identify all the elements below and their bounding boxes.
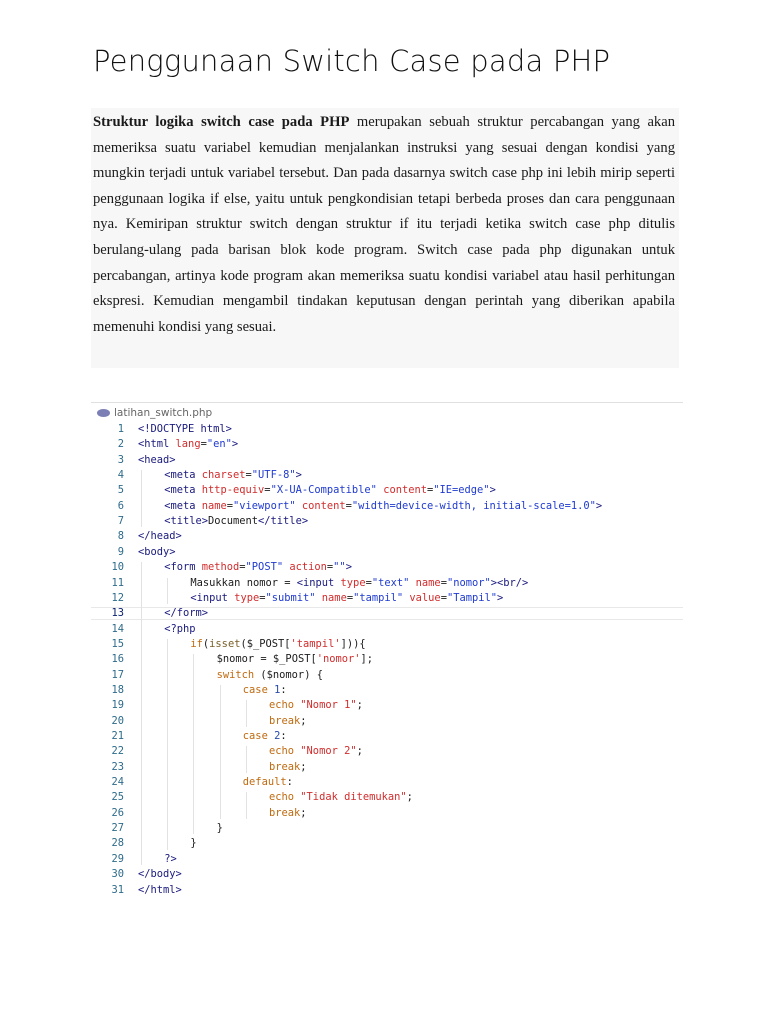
code-text (243, 729, 287, 744)
code-line[interactable] (91, 591, 683, 606)
code-text (190, 637, 365, 652)
code-token: type (340, 576, 366, 589)
indent-guide (167, 639, 168, 850)
line-number: 30 (111, 868, 124, 881)
code-token: $nomor (266, 668, 305, 681)
code-token: name (415, 576, 441, 589)
code-token: </title> (258, 515, 309, 528)
code-token: "" (333, 561, 346, 574)
code-line[interactable] (91, 852, 683, 867)
indent-guide (246, 746, 247, 773)
code-text (269, 790, 413, 805)
code-token: = (440, 591, 447, 604)
code-token: 'nomor' (316, 653, 361, 666)
code-line[interactable] (91, 560, 683, 575)
paragraph-bold-lead: Struktur logika switch case pada PHP (93, 114, 350, 130)
code-token: $_POST (272, 653, 311, 666)
indent-guide (141, 562, 142, 865)
code-token: [ (310, 653, 317, 666)
code-line[interactable] (91, 483, 683, 498)
code-text (138, 437, 238, 452)
code-token: "X-UA-Compatible" (270, 484, 377, 497)
code-text (243, 775, 293, 790)
code-text (243, 683, 287, 698)
code-text (269, 698, 363, 713)
code-token: http-equiv (201, 484, 265, 497)
code-token: switch (216, 668, 255, 681)
code-token: </head> (138, 530, 182, 543)
code-token: charset (201, 469, 246, 482)
page-title: Penggunaan Switch Case pada PHP (93, 44, 611, 78)
line-number: 2 (117, 438, 124, 451)
code-line[interactable] (91, 867, 683, 882)
code-token: break (269, 714, 301, 727)
code-editor-screenshot (91, 402, 683, 906)
code-token: > (595, 499, 603, 512)
code-token: "viewport" (233, 499, 296, 512)
line-number: 12 (111, 591, 124, 604)
code-token: } (190, 837, 197, 850)
code-token: ( (240, 637, 247, 650)
line-number: 19 (111, 699, 124, 712)
line-number: 4 (117, 469, 124, 482)
code-token: "tampil" (353, 591, 404, 604)
code-text (138, 453, 176, 468)
code-line[interactable] (91, 729, 683, 744)
code-token: echo (269, 791, 295, 804)
code-token: name (201, 499, 227, 512)
code-token: </form> (164, 607, 208, 620)
code-line[interactable] (91, 836, 683, 851)
code-token: "Nomor 2" (300, 745, 357, 758)
line-number: 10 (111, 561, 124, 574)
line-number: 14 (111, 622, 124, 635)
code-token: "POST" (245, 561, 284, 574)
line-number: 26 (111, 806, 124, 819)
line-number: 3 (117, 453, 124, 466)
code-line[interactable] (91, 821, 683, 836)
code-text (269, 714, 307, 729)
code-line[interactable] (91, 806, 683, 821)
code-token: content (383, 484, 427, 497)
code-token: ; (356, 745, 363, 758)
line-number: 11 (111, 576, 124, 589)
code-token: Masukkan nomor = (190, 576, 297, 589)
code-token: "Tidak ditemukan" (300, 791, 407, 804)
line-number: 17 (111, 668, 124, 681)
line-number: 31 (111, 883, 124, 896)
code-token: lang (175, 438, 201, 451)
code-line[interactable] (91, 514, 683, 529)
line-number: 16 (111, 653, 124, 666)
code-token: > (295, 469, 302, 482)
line-number: 29 (111, 852, 124, 865)
code-token: if (190, 637, 203, 650)
code-text (138, 422, 232, 437)
code-text (164, 852, 177, 867)
code-line[interactable] (91, 606, 683, 621)
code-token: isset (209, 637, 241, 650)
code-token: ( (254, 668, 267, 681)
code-token: ]; (360, 653, 374, 666)
code-token: = (259, 591, 266, 604)
line-number: 1 (117, 423, 124, 435)
code-token: value (409, 591, 441, 604)
code-token: $nomor (216, 653, 255, 666)
code-token: case (242, 730, 268, 742)
code-text (190, 836, 196, 851)
code-token: ; (356, 699, 363, 712)
line-number: 6 (117, 499, 124, 512)
code-line[interactable] (91, 714, 683, 729)
code-token: Document (207, 515, 259, 528)
code-line[interactable] (91, 468, 683, 483)
code-line[interactable] (91, 760, 683, 775)
code-token: <meta (164, 499, 202, 512)
code-line[interactable] (91, 437, 683, 452)
code-line[interactable] (91, 683, 683, 698)
code-token: <?php (164, 622, 196, 635)
code-token: </body> (138, 868, 182, 881)
editor-file-tab[interactable] (97, 405, 212, 421)
code-token: echo (269, 699, 295, 712)
code-token: "Tampil" (446, 591, 497, 604)
line-number: 18 (111, 683, 124, 696)
code-line[interactable] (91, 622, 683, 637)
line-number: 13 (111, 607, 124, 620)
line-number: 22 (111, 745, 124, 758)
code-text (190, 576, 528, 591)
code-token: <form (164, 561, 202, 574)
line-number: 24 (111, 776, 124, 789)
code-token: name (321, 591, 347, 604)
indent-guide (141, 470, 142, 527)
code-text (269, 760, 307, 775)
code-line[interactable] (91, 499, 683, 514)
code-token: 1 (274, 683, 281, 696)
indent-guide (193, 654, 194, 834)
code-text (217, 668, 323, 683)
code-token: <input (190, 591, 235, 604)
code-token: "text" (371, 576, 410, 589)
code-text (269, 806, 307, 821)
code-token: <input (296, 576, 341, 589)
code-token: ?> (164, 852, 177, 865)
code-token: : (280, 730, 287, 742)
code-token: ; (406, 791, 413, 804)
code-line[interactable] (91, 668, 683, 683)
line-number: 15 (111, 637, 124, 650)
code-line[interactable] (91, 883, 683, 898)
code-token: method (201, 561, 240, 574)
code-token: > (489, 484, 496, 497)
line-number: 9 (117, 545, 124, 558)
code-token: = (326, 561, 334, 574)
code-token: echo (269, 745, 295, 758)
code-token: = (239, 561, 246, 574)
line-number: 25 (111, 791, 124, 804)
line-number: 20 (111, 714, 124, 727)
code-token: "nomor" (446, 576, 491, 589)
indent-guide (246, 792, 247, 819)
code-line[interactable] (91, 529, 683, 544)
code-token: ])){ (340, 637, 366, 650)
code-token: [ (284, 637, 291, 650)
code-text (164, 514, 308, 529)
code-token: default (242, 776, 287, 789)
code-text (190, 591, 503, 606)
code-token: > (345, 561, 352, 574)
code-token: ; (300, 714, 307, 727)
code-token: = (426, 484, 434, 497)
code-token: <head> (138, 453, 176, 466)
code-text (138, 529, 182, 544)
code-token: "Nomor 1" (300, 699, 357, 712)
code-token: : (286, 776, 293, 789)
code-line[interactable] (91, 637, 683, 652)
code-text (269, 744, 363, 759)
code-token: <meta (164, 484, 202, 497)
code-token: = (254, 653, 273, 666)
code-token: break (269, 760, 301, 773)
intro-paragraph (93, 110, 675, 340)
code-token: = (245, 469, 252, 482)
code-token: = (226, 499, 234, 512)
code-text (138, 545, 176, 560)
code-token: ><br/> (490, 576, 529, 589)
code-text (164, 606, 208, 621)
indent-guide (167, 578, 168, 605)
code-token: = (200, 438, 207, 451)
code-line[interactable] (91, 698, 683, 713)
code-token: <html (138, 438, 176, 451)
code-line[interactable] (91, 576, 683, 591)
indent-guide (246, 700, 247, 727)
code-token: = (345, 499, 352, 512)
code-text (138, 883, 182, 898)
code-token: "IE=edge" (433, 484, 490, 497)
code-line[interactable] (91, 422, 683, 437)
line-number: 7 (117, 515, 124, 528)
file-tab-label: latihan_switch.php (114, 407, 213, 419)
code-token: $_POST (246, 637, 285, 650)
code-token: ( (202, 637, 210, 650)
line-number: 21 (111, 730, 124, 742)
code-token: "en" (206, 438, 232, 451)
line-number: 27 (111, 822, 124, 835)
code-token: = (365, 576, 372, 589)
code-token: > (231, 438, 239, 451)
paragraph-body: merupakan sebuah struktur percabangan yang akan memeriksa suatu variabel kemudian menjalankan instruksi yang sesuai dengan kondisi yang mungkin terjadi untuk variabel tersebut. Dan pada dasarnya switch case php ini lebih mirip seperti penggunaan logika if else, yaitu untuk pengkondisian tetapi berbeda proses dan cara penggunaan nya. Kemiripan struktur switch dengan struktur if itu terjadi ketika switch case php ditulis berulang-ulang pada barisan blok kode program. Switch case pada php digunakan untuk percabangan, artinya kode program akan memeriksa suatu kondisi variabel atau hasil perhitungan ekspresi. Kemudian mengambil tindakan keputusan dengan perintah yang diberikan apabila memenuhi kondisi yang sesuai. (93, 114, 675, 335)
code-text (164, 499, 602, 514)
code-token: "submit" (265, 591, 316, 604)
code-token: 2 (274, 730, 281, 742)
code-line[interactable] (91, 652, 683, 667)
code-token: } (216, 822, 223, 835)
code-text (164, 622, 195, 637)
code-token: case (242, 683, 268, 696)
code-text (217, 652, 373, 667)
code-line[interactable] (91, 545, 683, 560)
code-token: > (497, 591, 504, 604)
code-token: type (234, 591, 260, 604)
indent-guide (220, 685, 221, 819)
code-token: content (301, 499, 346, 512)
line-number: 28 (111, 837, 124, 850)
code-token: ) { (304, 668, 323, 681)
line-number: 8 (117, 530, 124, 543)
code-token: = (440, 576, 447, 589)
code-token: <!DOCTYPE html> (138, 423, 232, 435)
code-line[interactable] (91, 453, 683, 468)
line-number: 5 (117, 484, 124, 497)
code-line[interactable] (91, 790, 683, 805)
code-token: action (289, 561, 327, 574)
editor-top-border (91, 402, 683, 403)
code-line[interactable] (91, 744, 683, 759)
code-token: <title> (164, 515, 208, 528)
code-text (164, 483, 496, 498)
code-token: = (346, 591, 354, 604)
code-text (164, 468, 302, 483)
code-token: break (269, 806, 301, 819)
code-token: <meta (164, 469, 202, 482)
php-file-icon (97, 409, 110, 417)
code-text (217, 821, 223, 836)
line-number: 23 (111, 760, 124, 773)
code-text (164, 560, 352, 575)
code-token: ; (300, 806, 307, 819)
code-token: "UTF-8" (251, 469, 296, 482)
code-token: <body> (138, 545, 176, 558)
code-token: = (264, 484, 271, 497)
code-token: </html> (138, 883, 182, 896)
code-text (138, 867, 182, 882)
code-token: : (280, 683, 287, 696)
code-token: ; (300, 760, 307, 773)
code-line[interactable] (91, 775, 683, 790)
code-token: 'tampil' (290, 637, 341, 650)
code-token: "width=device-width, initial-scale=1.0" (351, 499, 596, 512)
